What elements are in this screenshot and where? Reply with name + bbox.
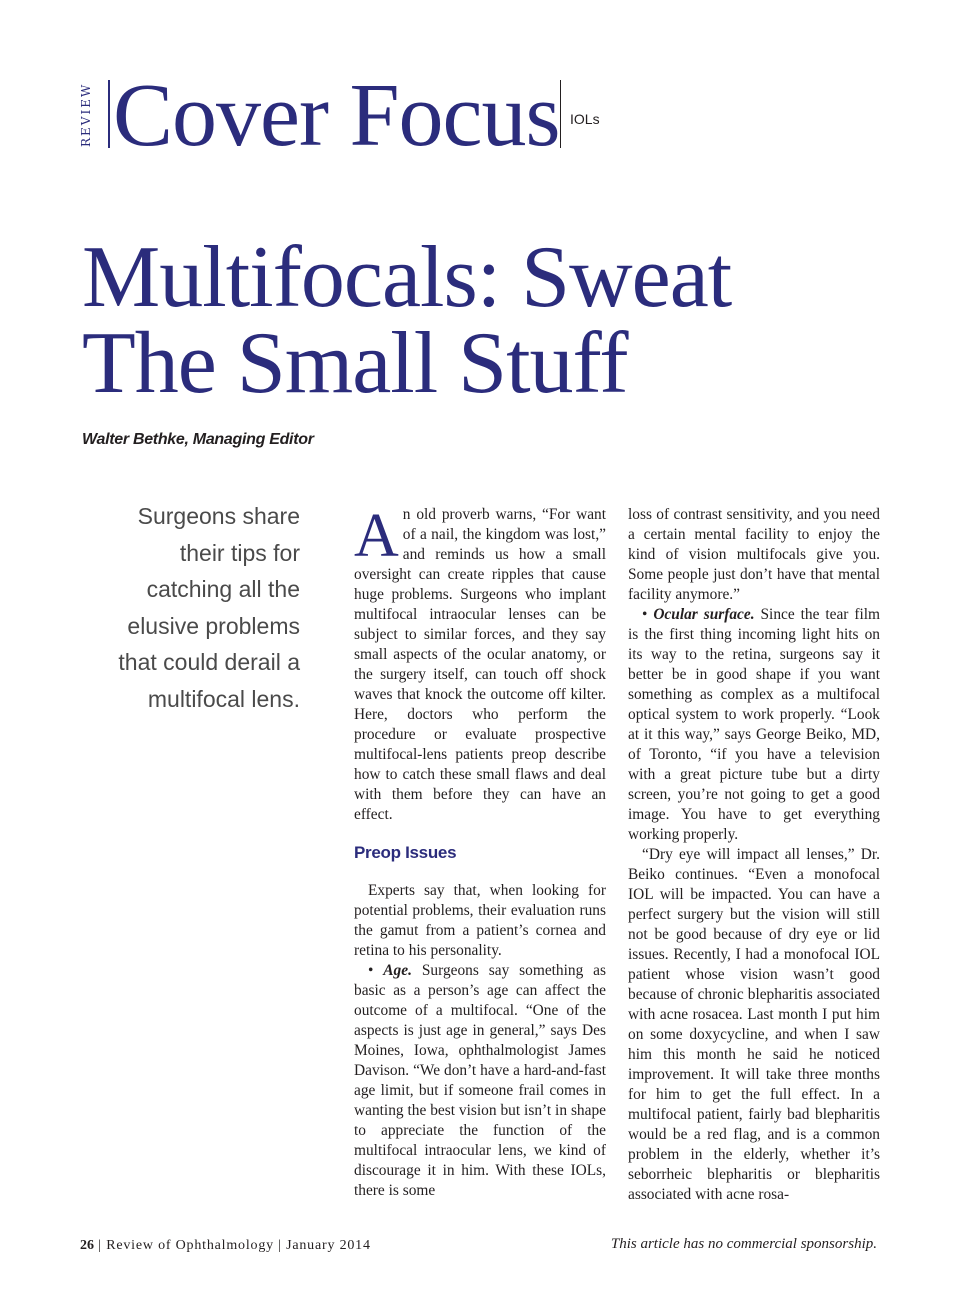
- ocular-surface-paragraph: • Ocular surface. Since the tear film is the first thing incoming light hits on its way to the retina, surgeons say it better be in good shape if you want something as complex as a multifocal optical system to work properly. “Look at it this way,” says George Beiko, MD, of Toronto, “if you have a television with a great picture tube but a dirty screen, you’re not going to get a good image. You have to get everything working properly.: [628, 606, 880, 843]
- ocular-surface-text: Since the tear film is the first thing incoming light hits on its way to the retina, surgeons say it better be in good shape if you want something as complex as a multifocal optical system to work properly. “Look at it this way,” says George Beiko, MD, of Toronto, “if you have a television with a great picture tube but a dirty screen, you’re not going to get a good image. You have to get everything working properly.: [628, 606, 880, 843]
- section-title: Cover Focus: [113, 66, 560, 165]
- age-paragraph: • Age. Surgeons say something as basic as a person’s age can affect the outcome of a multifocal. “One of the aspects is just age in general,” says Des Moines, Iowa, ophthalmologist James Davison. “We don’t have a hard-and-fast age limit, but if someone frail comes in wanting the best vision but isn’t in shape to appreciate the function of the multifocal intraocular lens, we kind of discourage it in him. With these IOLs, there is some: [354, 962, 606, 1199]
- section-tag: IOLs: [570, 111, 600, 127]
- body-column-middle: [354, 502, 606, 1201]
- sponsorship-note: This article has no commercial sponsorship.: [610, 1236, 877, 1252]
- publication-name: Review of Ophthalmology: [106, 1238, 274, 1253]
- age-text: Surgeons say something as basic as a person’s age can affect the outcome of a multifocal. “One of the aspects is just age in general,” says Des Moines, Iowa, ophthalmologist James Davison. “We don’t have a hard-and-fast age limit, but if someone frail comes in wanting the best vision but isn’t in shape to appreciate the function of the multifocal intraocular lens, we kind of discourage it in him. With these IOLs, there is some: [354, 962, 606, 1199]
- paragraph: “Dry eye will impact all lenses,” Dr. Beiko continues. “Even a monofocal IOL will be impacted. You can have a perfect surgery but the vision will still not be good because of dry eye or lid issues. Recently, I had a monofocal IOL patient whose vision wasn’t good because of chronic blepharitis associated with acne rosacea. Last month I put him on some doxycycline, and when I saw him this month he said he noticed improvement. It will take three months for him to get the full effect. In a multifocal patient, fairly bad blepharitis would be a red flag, and is a common problem in the elderly, whether it’s seborrheic blepharitis or blepharitis associated with acne rosa-: [628, 846, 880, 1203]
- review-label: REVIEW: [79, 82, 93, 148]
- article-headline: [82, 229, 842, 412]
- masthead-rule-left: [108, 80, 110, 148]
- intro-text: n old proverb warns, “For want of a nail, the kingdom was lost,” and reminds us how a small oversight can create ripples that cause huge problems. Surgeons who implant multifocal intraocular lenses can be subject to similar forces, and they say small aspects of the ocular anatomy, or the surgery itself, can touch off shock waves that knock the outcome off kilter. Here, doctors who perform the procedure or evaluate prospective multifocal-lens patients preop describe how to catch these small flaws and deal with them before they can have an effect.: [354, 506, 606, 823]
- byline: Walter Bethke, Managing Editor: [82, 431, 314, 448]
- headline-line-2: The Small Stuff: [82, 315, 628, 412]
- ocular-surface-label: Ocular surface.: [653, 606, 755, 623]
- issue-date: January 2014: [286, 1238, 371, 1253]
- drop-cap: A: [354, 502, 399, 570]
- age-label: Age.: [383, 962, 412, 979]
- paragraph: loss of contrast sensitivity, and you need a certain mental facility to enjoy the kind of vision multifocals give you. Some people just don’t have that mental facility anymore.”: [628, 506, 880, 603]
- paragraph: Experts say that, when looking for potential problems, their evaluation runs the gamut from a patient’s cornea and retina to his personality.: [354, 882, 606, 959]
- masthead-rule-right: [560, 80, 561, 148]
- body-column-right: [628, 505, 880, 1205]
- page-number: 26: [80, 1238, 94, 1253]
- intro-paragraph: [354, 502, 606, 825]
- headline-line-1: Multifocals: Sweat: [82, 229, 732, 326]
- page-footer: 26 | Review of Ophthalmology | January 2014: [80, 1238, 371, 1253]
- subhead-preop: Preop Issues: [354, 843, 457, 862]
- deck-text: Surgeons share their tips for catching all the elusive problems that could derail a multifocal lens.: [118, 503, 300, 712]
